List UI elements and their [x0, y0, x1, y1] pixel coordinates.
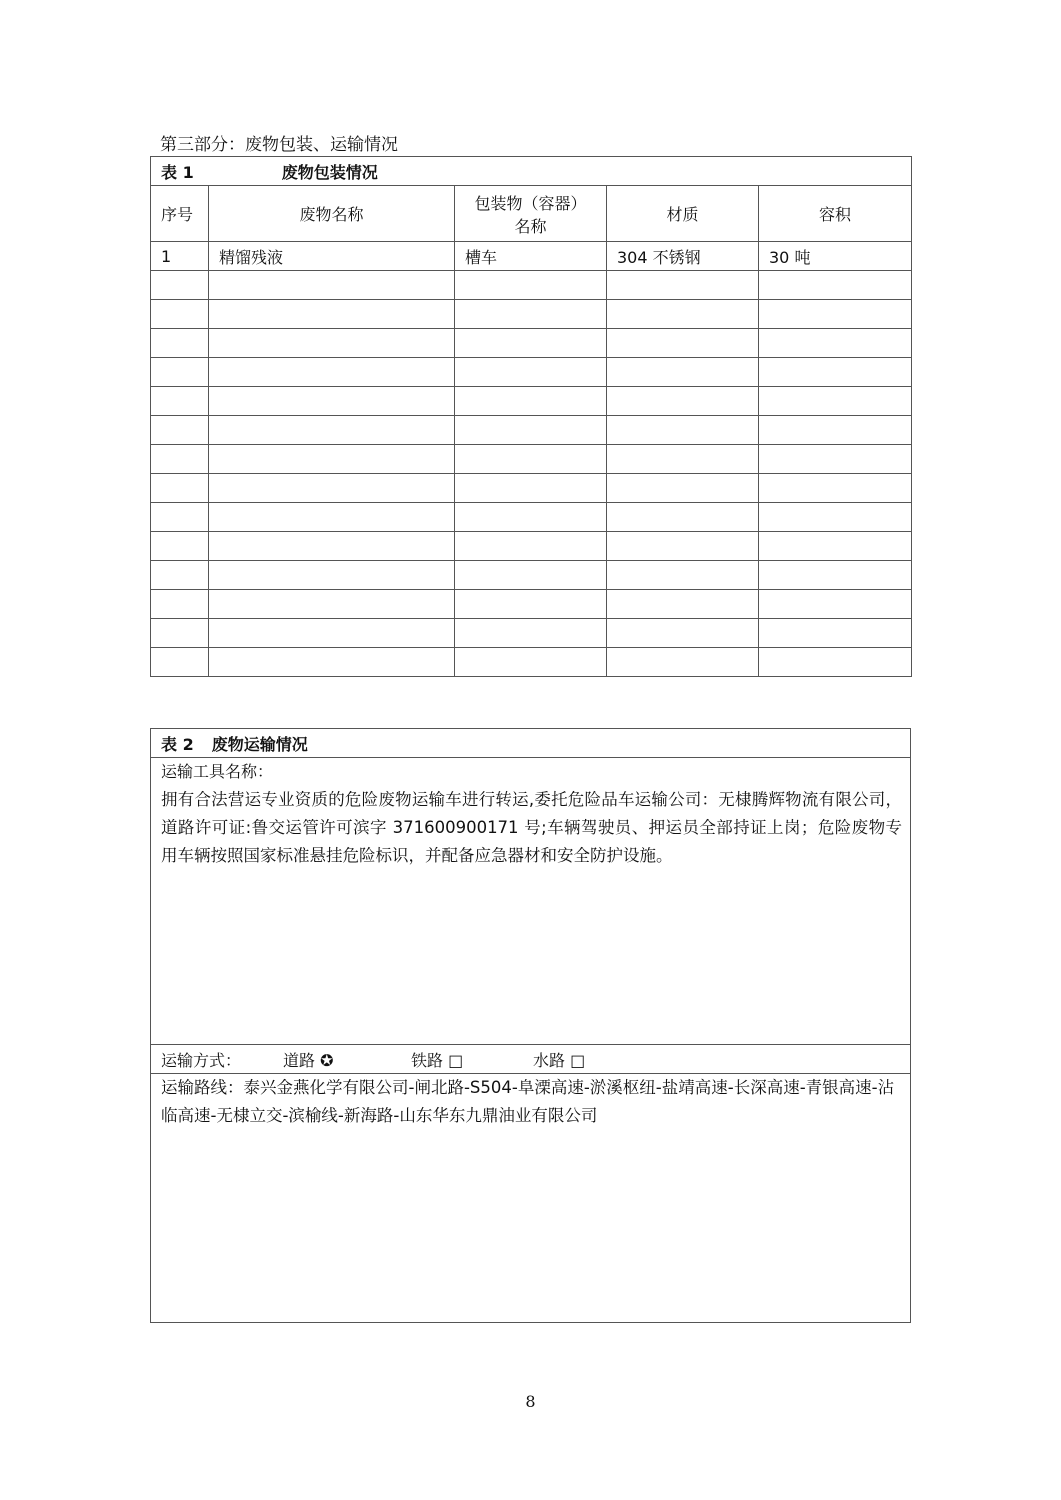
header-volume: 容积: [759, 186, 912, 242]
table-row: [151, 242, 912, 271]
table-row: [151, 561, 912, 590]
empty-cell: [607, 300, 759, 329]
empty-cell: [607, 329, 759, 358]
transport-tool-text: 拥有合法营运专业资质的危险废物运输车进行转运,委托危险品车运输公司：无棣腾辉物流有限公司，道路许可证:鲁交运管许可滨字 371600900171 号;车辆驾驶员、押运员全部持证上岗；危险废物专用车辆按照国家标准悬挂危险标识，并配备应急器材和安全防护设施。: [161, 790, 902, 865]
table2-caption: [151, 729, 911, 758]
empty-cell: [455, 648, 607, 677]
header-container-line1: 包装物（容器）: [474, 193, 587, 213]
empty-cell: [759, 648, 912, 677]
empty-cell: [209, 561, 455, 590]
empty-cell: [209, 271, 455, 300]
table1-caption: [151, 157, 912, 186]
empty-cell: [151, 358, 209, 387]
empty-cell: [455, 590, 607, 619]
transport-tool-row: [151, 758, 911, 1045]
empty-cell: [455, 416, 607, 445]
table-row: [151, 387, 912, 416]
transport-route-text: 运输路线：泰兴金燕化学有限公司-闸北路-S504-阜溧高速-淤溪枢纽-盐靖高速-长深高速-青银高速-沾临高速-无棣立交-滨榆线-新海路-山东华东九鼎油业有限公司: [161, 1078, 895, 1125]
empty-cell: [151, 474, 209, 503]
empty-cell: [759, 300, 912, 329]
empty-cell: [759, 271, 912, 300]
empty-cell: [151, 445, 209, 474]
transport-mode-cell: [151, 1045, 911, 1074]
empty-cell: [455, 300, 607, 329]
mode-road-option: 道路 ✪: [283, 1050, 334, 1070]
empty-cell: [607, 271, 759, 300]
empty-cell: [151, 271, 209, 300]
empty-cell: [455, 503, 607, 532]
empty-cell: [209, 358, 455, 387]
header-seq: 序号: [151, 186, 209, 242]
empty-cell: [607, 474, 759, 503]
empty-cell: [209, 532, 455, 561]
empty-cell: [455, 561, 607, 590]
empty-cell: [759, 474, 912, 503]
section-title: 第三部分：废物包装、运输情况: [160, 135, 398, 155]
waste-transport-table: [150, 728, 911, 1323]
empty-cell: [151, 532, 209, 561]
transport-tool-cell: [151, 758, 911, 1045]
empty-cell: [759, 590, 912, 619]
cell-material: 304 不锈钢: [607, 242, 759, 271]
cell-volume: 30 吨: [759, 242, 912, 271]
empty-cell: [607, 590, 759, 619]
empty-cell: [209, 474, 455, 503]
cell-container: 槽车: [455, 242, 607, 271]
empty-cell: [455, 445, 607, 474]
empty-cell: [759, 445, 912, 474]
mode-rail-option: 铁路 □: [411, 1050, 464, 1070]
transport-route-row: [151, 1074, 911, 1323]
table-row: [151, 474, 912, 503]
table2-caption-row: [151, 729, 911, 758]
empty-cell: [759, 532, 912, 561]
empty-cell: [607, 445, 759, 474]
empty-cell: [607, 358, 759, 387]
empty-cell: [607, 387, 759, 416]
empty-cell: [151, 329, 209, 358]
transport-route-cell: [151, 1074, 911, 1323]
empty-cell: [607, 416, 759, 445]
header-name: 废物名称: [209, 186, 455, 242]
empty-cell: [759, 358, 912, 387]
table-row: [151, 416, 912, 445]
empty-cell: [209, 445, 455, 474]
empty-cell: [607, 532, 759, 561]
empty-cell: [455, 474, 607, 503]
table2-caption-title: 废物运输情况: [211, 734, 308, 754]
empty-cell: [151, 619, 209, 648]
table-row: [151, 445, 912, 474]
empty-cell: [759, 503, 912, 532]
table1-caption-title: 废物包装情况: [281, 162, 378, 182]
cell-seq: 1: [151, 242, 209, 271]
empty-cell: [759, 619, 912, 648]
empty-cell: [151, 300, 209, 329]
empty-cell: [209, 590, 455, 619]
table1-caption-label: 表 1: [161, 162, 194, 182]
empty-cell: [759, 329, 912, 358]
empty-cell: [607, 561, 759, 590]
table-row: [151, 271, 912, 300]
empty-cell: [151, 503, 209, 532]
empty-cell: [455, 532, 607, 561]
empty-cell: [455, 329, 607, 358]
empty-cell: [759, 387, 912, 416]
empty-cell: [209, 648, 455, 677]
header-container: [455, 186, 607, 242]
empty-cell: [455, 358, 607, 387]
empty-cell: [607, 648, 759, 677]
transport-mode-row: [151, 1045, 911, 1074]
empty-cell: [759, 561, 912, 590]
table-row: [151, 590, 912, 619]
table-row: [151, 300, 912, 329]
table-row: [151, 619, 912, 648]
cell-name: 精馏残液: [209, 242, 455, 271]
empty-cell: [209, 387, 455, 416]
page-number: 8: [525, 1392, 536, 1411]
waste-packaging-table: [150, 156, 912, 677]
transport-mode-label: 运输方式：: [161, 1050, 242, 1070]
table-row: [151, 329, 912, 358]
empty-cell: [209, 503, 455, 532]
empty-cell: [151, 648, 209, 677]
table1-header-row: [151, 186, 912, 242]
empty-cell: [151, 387, 209, 416]
empty-cell: [151, 416, 209, 445]
empty-cell: [607, 503, 759, 532]
empty-cell: [209, 329, 455, 358]
table-row: [151, 648, 912, 677]
empty-cell: [455, 387, 607, 416]
table-row: [151, 503, 912, 532]
mode-water-option: 水路 □: [533, 1050, 586, 1070]
empty-cell: [209, 619, 455, 648]
empty-cell: [455, 271, 607, 300]
empty-cell: [455, 619, 607, 648]
table2-caption-label: 表 2: [161, 734, 194, 754]
empty-cell: [209, 416, 455, 445]
empty-cell: [151, 590, 209, 619]
empty-cell: [151, 561, 209, 590]
header-material: 材质: [607, 186, 759, 242]
table-row: [151, 358, 912, 387]
table-row: [151, 532, 912, 561]
empty-cell: [607, 619, 759, 648]
table1-caption-row: [151, 157, 912, 186]
empty-cell: [209, 300, 455, 329]
header-container-line2: 名称: [514, 216, 547, 236]
empty-cell: [759, 416, 912, 445]
transport-tool-label: 运输工具名称：: [161, 762, 274, 781]
